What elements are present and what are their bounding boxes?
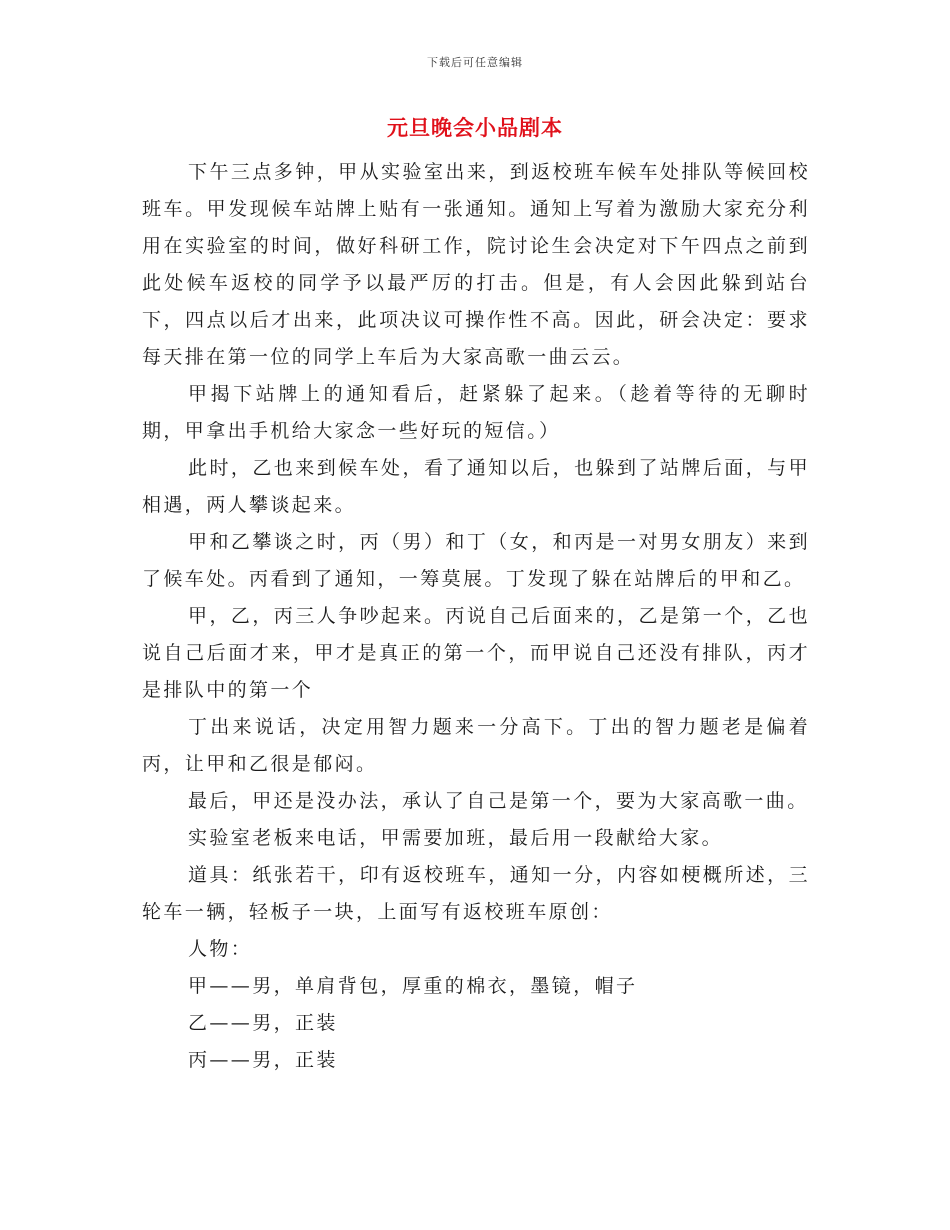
- paragraph: 此时，乙也来到候车处，看了通知以后，也躲到了站牌后面，与甲相遇，两人攀谈起来。: [142, 457, 810, 516]
- header-note: 下载后可任意编辑: [427, 56, 523, 69]
- paragraph: 最后，甲还是没办法，承认了自己是第一个，要为大家高歌一曲。: [188, 790, 809, 812]
- paragraph: 乙——男，正装: [188, 1012, 338, 1034]
- paragraph: 甲揭下站牌上的通知看后，赶紧躲了起来。（趁着等待的无聊时期，甲拿出手机给大家念一些好玩的短信。）: [142, 383, 810, 442]
- paragraph: 甲，乙，丙三人争吵起来。丙说自己后面来的，乙是第一个，乙也说自己后面才来，甲才是真正的第一个，而甲说自己还没有排队，丙才是排队中的第一个: [142, 605, 810, 701]
- document-title: 元旦晚会小品剧本: [387, 115, 563, 140]
- paragraph: 道具：纸张若干，印有返校班车，通知一分，内容如梗概所述，三轮车一辆，轻板子一块，上面写有返校班车原创：: [142, 864, 810, 923]
- paragraph: 甲和乙攀谈之时，丙（男）和丁（女，和丙是一对男女朋友）来到了候车处。丙看到了通知，一筹莫展。丁发现了躲在站牌后的甲和乙。: [142, 531, 810, 590]
- paragraph: 下午三点多钟，甲从实验室出来，到返校班车候车处排队等候回校班车。甲发现候车站牌上贴有一张通知。通知上写着为激励大家充分利用在实验室的时间，做好科研工作，院讨论生会决定对下午四点之前到此处候车返校的同学予以最严厉的打击。但是，有人会因此躲到站台下，四点以后才出来，此项决议可操作性不高。因此，研会决定：要求每天排在第一位的同学上车后为大家高歌一曲云云。: [142, 161, 810, 368]
- paragraph: 甲——男，单肩背包，厚重的棉衣，墨镜，帽子: [188, 975, 638, 997]
- paragraph: 丁出来说话，决定用智力题来一分高下。丁出的智力题老是偏着丙，让甲和乙很是郁闷。: [142, 716, 810, 775]
- paragraph: 人物：: [188, 938, 253, 960]
- document-body: [142, 154, 810, 1079]
- paragraph: 丙——男，正装: [188, 1049, 338, 1071]
- paragraph: 实验室老板来电话，甲需要加班，最后用一段献给大家。: [188, 827, 724, 849]
